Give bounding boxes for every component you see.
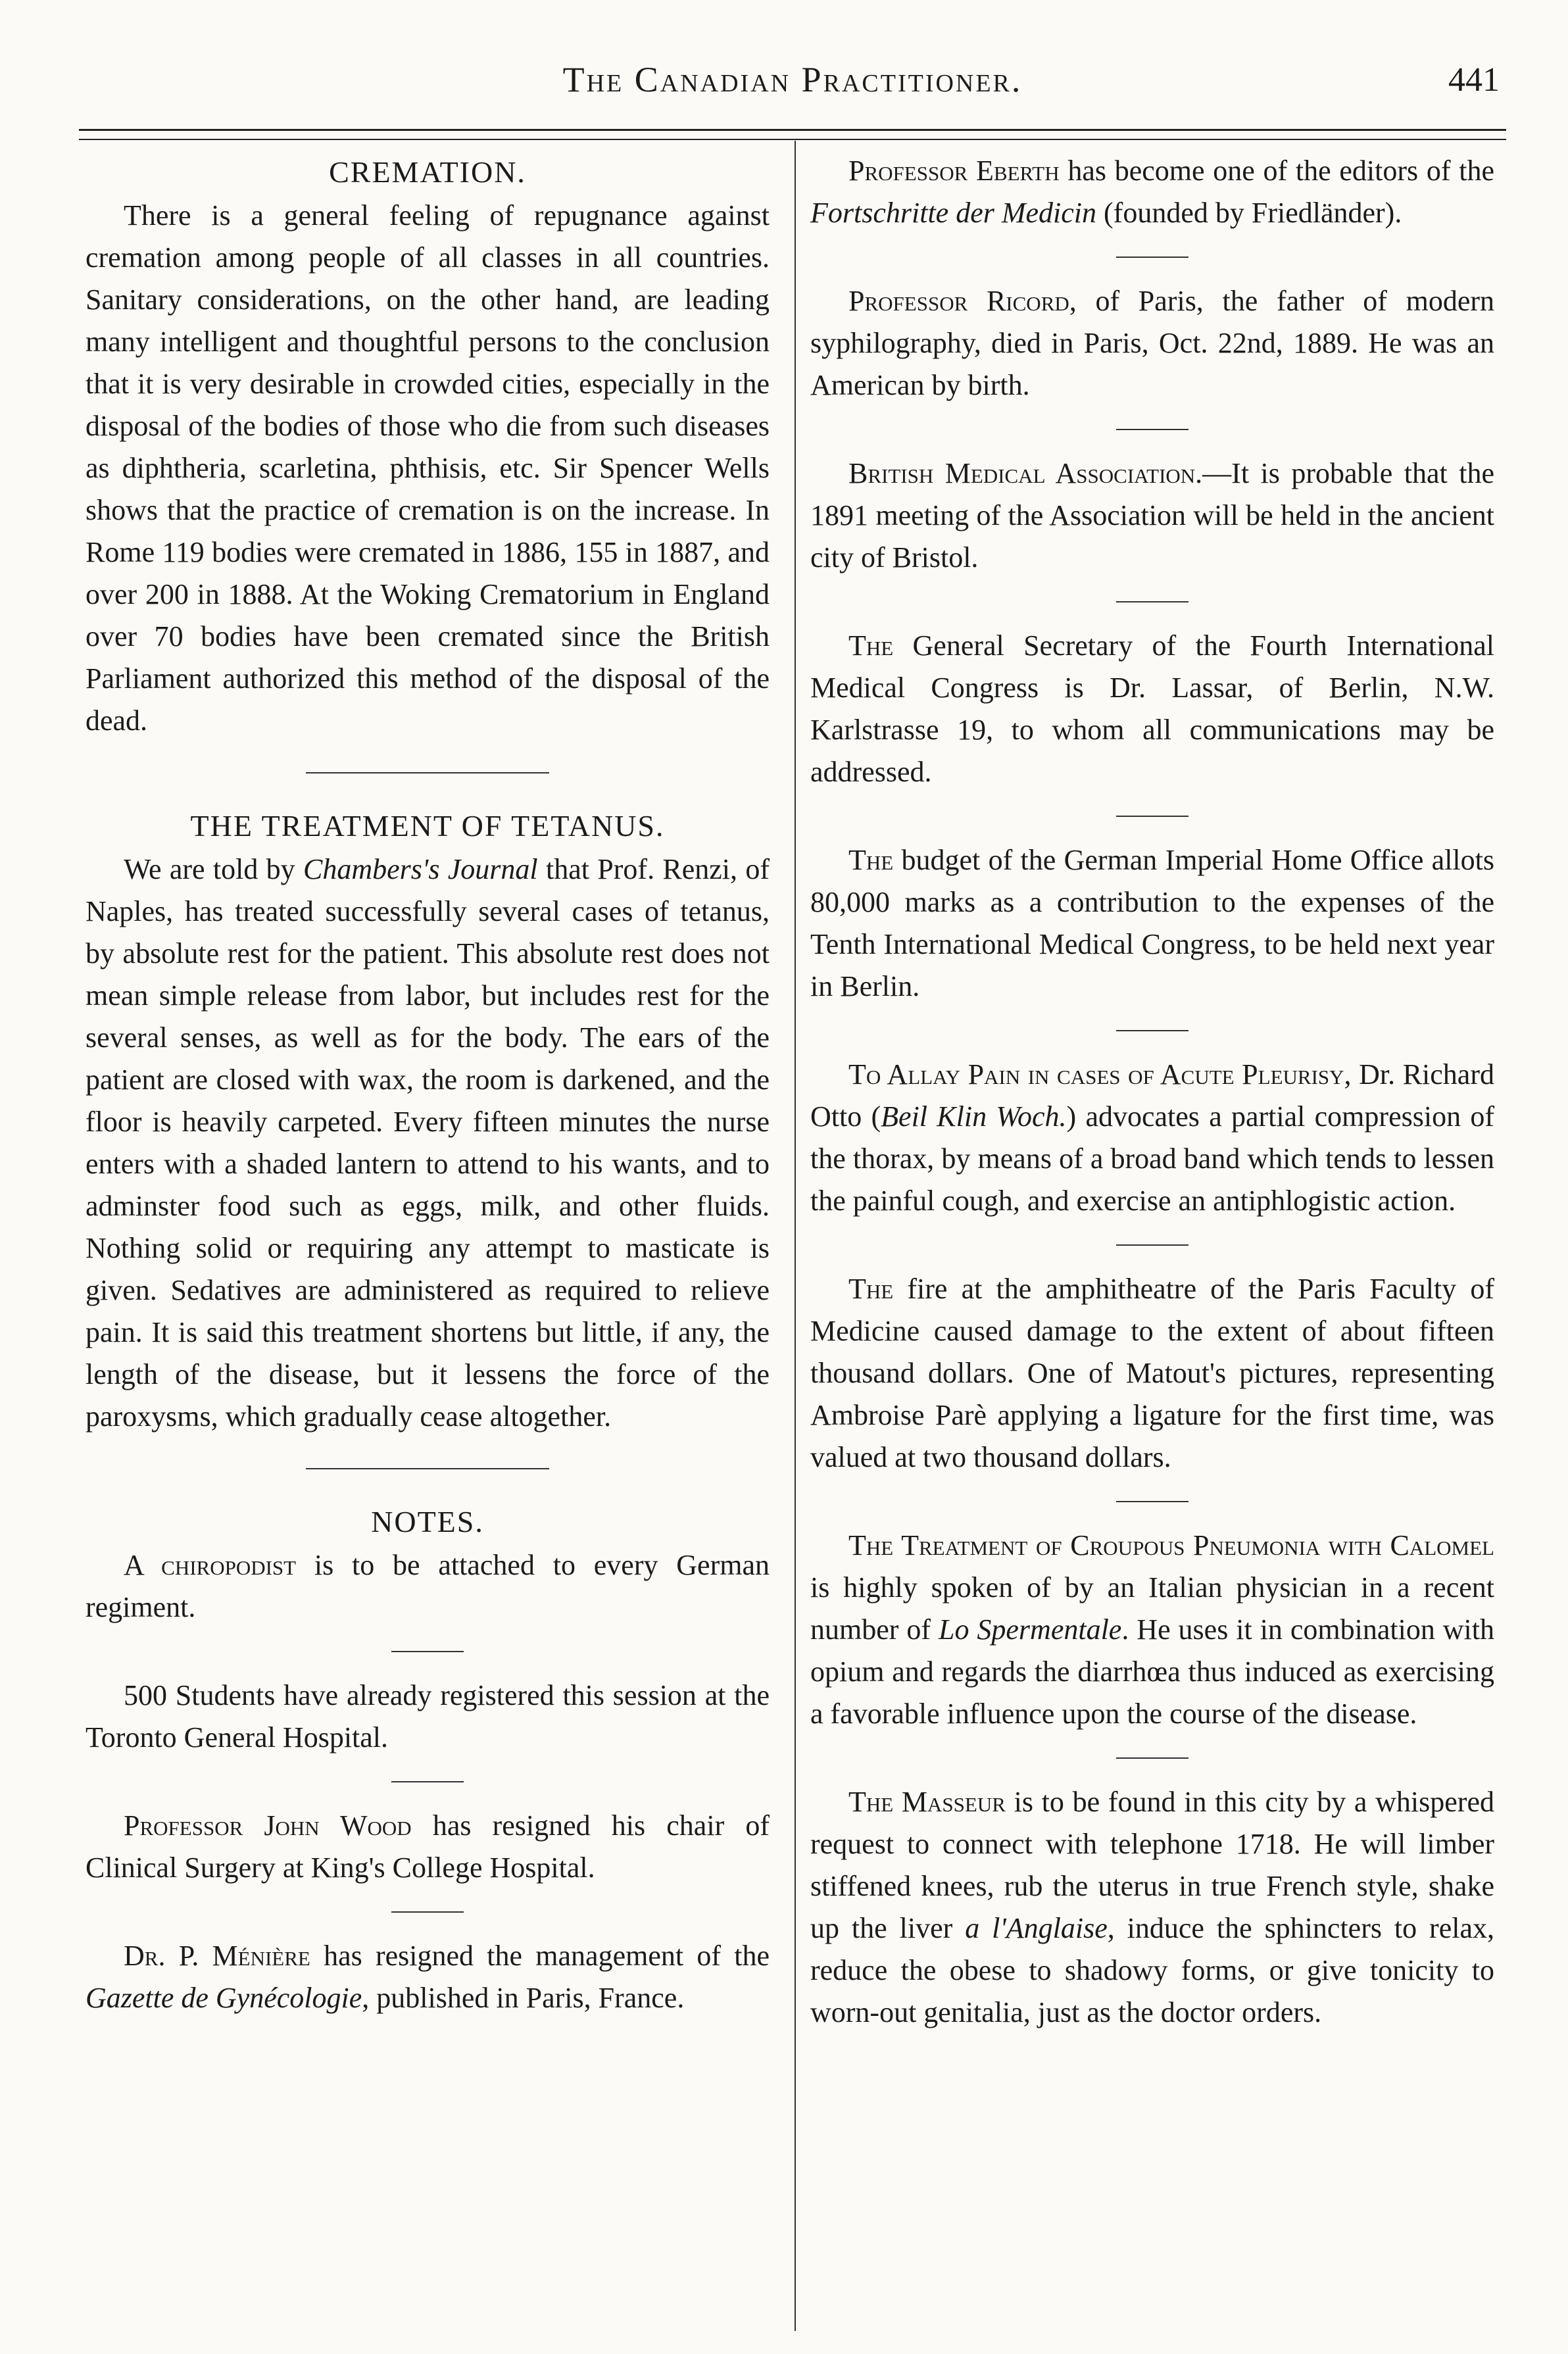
note-lead: The Masseur — [848, 1786, 1006, 1818]
tetanus-text-b: that Prof. Renzi, of Naples, has treated successfully several cases of tetanus, by absolute rest for the patient. This absolute rest does not mean simple release from labor, but includes rest for the several senses, as well as for the body. The ears of the patient are closed with wax, the room is darkened, and the floor is heavily carpeted. Every fifteen minutes the nurse enters with a shaded lantern to attend to his wants, and to adminster food such as eggs, milk, and other fluids. Nothing solid or requiring any attempt to masticate is given. Sedatives are administered as required to relieve pain. It is said this treatment shortens but little, if any, the length of the disease, but it lessens the force of the paroxysms, which gradually cease altogether. — [86, 853, 770, 1433]
note-text: , published in Paris, France. — [362, 1982, 685, 2014]
tetanus-paragraph — [86, 848, 770, 1438]
header-rule — [79, 129, 1506, 140]
note-pneumonia — [810, 1525, 1494, 1735]
journal-citation: Lo Spermentale — [938, 1613, 1122, 1646]
note-text: General Secretary of the Fourth International Medical Congress is Dr. Lassar, of Berlin, N.W. Karlstrasse 19, to whom all communications may be addressed. — [810, 629, 1494, 788]
note-text: ) advocates a partial compression of the thorax, by means of a broad band which tends to lessen the painful cough, and exercise an antiphlogistic action. — [810, 1100, 1494, 1217]
tetanus-text-a: We are told by — [124, 853, 304, 885]
note-meniere — [86, 1935, 770, 2019]
note-bma — [810, 453, 1494, 579]
note-lead: Professor Ricord, — [848, 285, 1077, 317]
note-separator — [1116, 816, 1188, 817]
note-fire — [810, 1268, 1494, 1479]
note-separator — [1116, 1501, 1188, 1502]
foreign-phrase: a l'Anglaise — [965, 1912, 1108, 1944]
note-text: budget of the German Imperial Home Office allots 80,000 marks as a contribution to the expenses of the Tenth International Medical Congress, to be held next year in Berlin. — [810, 844, 1494, 1002]
note-text: has resigned the management of the — [310, 1940, 770, 1972]
note-text: fire at the amphitheatre of the Paris Faculty of Medicine caused damage to the extent of about fifteen thousand dollars. One of Matout's pictures, representing Ambroise Parè applying a ligature for the first time, was valued at two thousand dollars. — [810, 1273, 1494, 1473]
note-lead: A chiropodist — [124, 1549, 297, 1581]
right-column — [810, 150, 1494, 2034]
note-text: has become one of the editors of the — [1059, 155, 1495, 187]
note-separator — [1116, 601, 1188, 602]
note-separator — [391, 1781, 464, 1782]
note-lead: The — [848, 844, 894, 876]
note-text: . He uses it in combination with opium and regards the diarrhœa thus induced as exercising a favorable influence upon the course of the disease. — [810, 1613, 1495, 1730]
note-lead: Dr. P. Ménière — [124, 1940, 310, 1972]
note-lead: The — [848, 629, 894, 662]
note-students: 500 Students have already registered this session at the Toronto General Hospital. — [86, 1679, 770, 1753]
note-ricord — [810, 280, 1494, 406]
note-text: Dr. Richard Otto ( — [810, 1058, 1494, 1133]
note-lead: Professor John Wood — [124, 1809, 412, 1842]
tetanus-heading: THE TREATMENT OF TETANUS. — [190, 809, 665, 843]
note-separator — [1116, 429, 1188, 430]
note-separator — [391, 1651, 464, 1652]
note-chiropodist — [86, 1544, 770, 1629]
section-separator — [306, 772, 549, 773]
journal-citation: Gazette de Gynécologie — [86, 1982, 362, 2014]
note-text: (founded by Friedländer). — [1096, 197, 1402, 229]
journal-citation: Beil Klin Woch. — [881, 1100, 1067, 1133]
note-text: —It is probable that the 1891 meeting of the Association will be held in the ancient city of Bristol. — [810, 457, 1494, 574]
column-divider — [795, 141, 796, 2331]
note-masseur — [810, 1781, 1494, 2034]
note-lead: Professor Eberth — [848, 155, 1060, 187]
journal-title: The Canadian Practitioner. — [562, 60, 1023, 99]
note-text: of Paris, the father of modern syphilography, died in Paris, Oct. 22nd, 1889. He was an American by birth. — [810, 285, 1494, 401]
note-lead: To Allay Pain in cases of Acute Pleurisy, — [848, 1058, 1352, 1091]
note-lead: The — [848, 1273, 894, 1305]
note-congress — [810, 625, 1494, 793]
note-separator — [1116, 257, 1188, 258]
note-text: is to be found in this city by a whispered request to connect with telephone 1718. He will limber stiffened knees, rub the uterus in true French style, shake up the liver — [810, 1786, 1494, 1944]
cremation-heading: CREMATION. — [329, 155, 526, 189]
note-lead: British Medical Association. — [848, 457, 1203, 489]
note-separator — [391, 1911, 464, 1913]
note-pleurisy — [810, 1054, 1494, 1222]
note-eberth — [810, 150, 1494, 234]
left-column — [86, 150, 770, 2019]
note-lead: The Treatment of Croupous Pneumonia with Calomel — [848, 1529, 1494, 1561]
page-number: 441 — [1448, 61, 1500, 99]
note-budget — [810, 839, 1494, 1008]
note-separator — [1116, 1030, 1188, 1031]
notes-heading: NOTES. — [371, 1505, 484, 1538]
journal-citation: Chambers's Journal — [303, 853, 538, 885]
running-header — [79, 59, 1506, 112]
cremation-paragraph: There is a general feeling of repugnance against cremation among people of all classes in all countries. Sanitary considerations, on the other hand, are leading many intelligent and thoughtful persons to the conclusion that it is very desirable in crowded cities, especially in the disposal of the bodies of those who die from such diseases as diphtheria, scarletina, phthisis, etc. Sir Spencer Wells shows that the practice of cremation is on the increase. In Rome 119 bodies were cremated in 1886, 155 in 1887, and over 200 in 1888. At the Woking Crematorium in England over 70 bodies have been cremated since the British Parliament authorized this method of the disposal of the dead. — [86, 199, 770, 737]
note-text: is highly spoken of by an Italian physician in a recent number of — [810, 1571, 1494, 1646]
note-text: has resigned his chair of Clinical Surgery at King's College Hospital. — [86, 1809, 770, 1884]
section-separator — [306, 1468, 549, 1469]
note-text: , induce the sphincters to relax, reduce the obese to shadowy forms, or give tonicity to worn-out genitalia, just as the doctor orders. — [810, 1912, 1494, 2028]
note-text: is to be attached to every German regiment. — [86, 1549, 770, 1623]
note-separator — [1116, 1757, 1188, 1759]
journal-citation: Fortschritte der Medicin — [810, 197, 1097, 229]
note-separator — [1116, 1244, 1188, 1246]
note-john-wood — [86, 1805, 770, 1889]
